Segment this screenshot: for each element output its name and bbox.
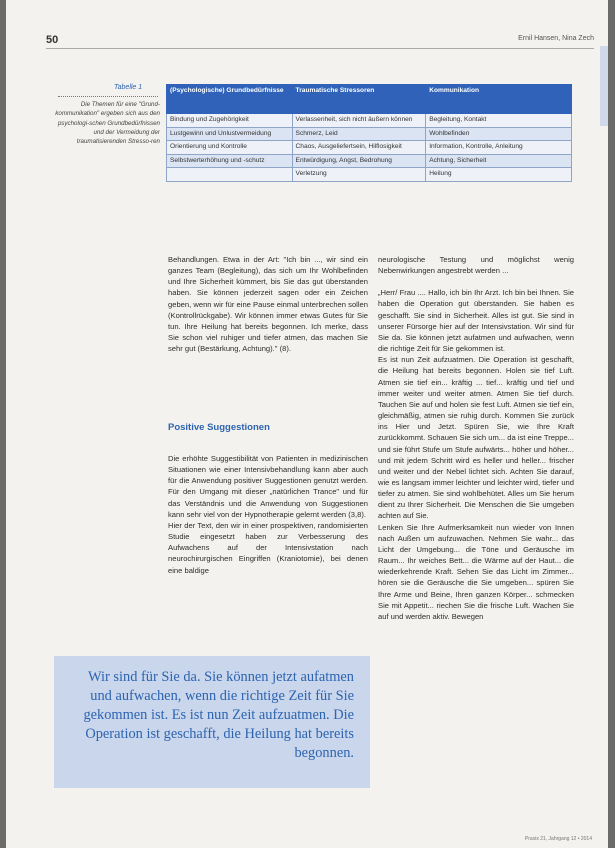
table-cell: Orientierung und Kontrolle xyxy=(167,141,293,155)
left-column-top xyxy=(168,254,368,354)
table-header-cell: (Psychologische) Grundbedürfnisse xyxy=(167,85,293,114)
table-row xyxy=(167,127,572,141)
table-cell: Selbstwerterhöhung und -schutz xyxy=(167,154,293,168)
body-paragraph: „Herr/ Frau .... Hallo, ich bin Ihr Arzt. Ich bin bei Ihnen. Sie haben die Operation gut überstanden. Sie haben es geschafft. Sie sind in Sicherheit. Alles ist gut. Sie sind in unserer Fürsorge hier auf der Intensivstation. Wir sind für Sie da. Sie können jetzt aufatmen und aufwachen, wenn die richtige Zeit für Sie gekommen ist. xyxy=(378,288,574,354)
page-footer: Praxis 21, Jahrgang 12 • 2014 xyxy=(524,836,592,842)
table-row xyxy=(167,168,572,182)
table-cell: Bindung und Zugehörigkeit xyxy=(167,114,293,128)
table-cell: Verlassenheit, sich nicht äußern können xyxy=(292,114,426,128)
table-cell: Verletzung xyxy=(292,168,426,182)
body-paragraph: Die erhöhte Suggestibilität von Patienten in medizinischen Situationen wie einer Intensivbehandlung kann aber auch für die Anwendung positiver Suggestionen genutzt werden. Für den Umgang mit dieser „natürlichen Trance" und für das Verständnis und die Anwendung von Suggestionen kann sehr viel von der Hypnotherapie gelernt werden (3,8). xyxy=(168,454,368,519)
body-paragraph: neurologische Testung und möglichst wenig Nebenwirkungen angestrebt werden ... xyxy=(378,255,574,276)
table-cell: Entwürdigung, Angst, Bedrohung xyxy=(292,154,426,168)
table-row xyxy=(167,114,572,128)
table-cell: Lustgewinn und Unlustvermeidung xyxy=(167,127,293,141)
body-paragraph: Hier der Text, den wir in einer prospektiven, randomisierten Studie eingesetzt haben zur Verbesserung des Aufwachens auf der Intensivstation nach neurochirurgischen Eingriffen (Kraniotomie), bei denen eine baldige xyxy=(168,520,368,575)
document-page xyxy=(6,0,608,848)
table-caption-title: Tabelle 1 xyxy=(114,84,143,91)
body-paragraph: Lenken Sie Ihre Aufmerksamkeit nun wieder von Innen nach Außen um aufzuwachen. Nehmen Sie wahr... das Licht der Umgebung... die Töne und Geräusche im Raum... Ihr weiches Bett... die Wärme auf der Haut... die wiederkehrende Kraft. Sehen Sie das Licht im Zimmer... hören sie die Geräusche die Sie umgeben... spüren Sie Ihre Arme und Beine, Ihren ganzen Körper... schmecken Sie mit Appetit... riechen Sie die frische Luft. Wachen Sie auf und werden aktiv. Bewegen xyxy=(378,522,574,621)
table-cell: Achtung, Sicherheit xyxy=(426,154,572,168)
margin-accent-bar xyxy=(600,46,608,126)
table-cell: Schmerz, Leid xyxy=(292,127,426,141)
right-column xyxy=(378,254,574,622)
table-cell xyxy=(167,168,293,182)
section-heading: Positive Suggestionen xyxy=(168,422,270,433)
table-cell: Begleitung, Kontakt xyxy=(426,114,572,128)
table-cell: Heilung xyxy=(426,168,572,182)
left-column-bottom xyxy=(168,453,368,576)
body-paragraph: Behandlungen. Etwa in der Art: "Ich bin ..., wir sind ein ganzes Team (Begleitung), das sich um Ihr Wohlbefinden und Ihre Sicherheit kümmert, bis Sie das gut überstanden haben. Sie können jederzeit sagen oder ein Zeichen geben, wenn wir für eine Pause einmal unterbrechen sollen (Kontrollrückgabe). Wir können immer etwas Gutes für Sie tun. Ihre Heilung hat bereits begonnen. Ich merke, dass Sie schon viel ruhiger und tiefer atmen, das machen Sie sehr gut (Bestärkung, Achtung)." (8). xyxy=(168,255,368,354)
table-cell: Wohlbefinden xyxy=(426,127,572,141)
running-header-authors: Ernil Hansen, Nina Zech xyxy=(518,35,594,42)
body-paragraph: Es ist nun Zeit aufzuatmen. Die Operation ist geschafft, die Heilung hat bereits begonnen. Holen sie tief Luft. Atmen sie tief ein... kräftig ... tief... kräftig und tief und immer weiter und weiter atmen. Atmen Sie tief durch. Tauchen Sie auf und holen sie fest Luft. Atmen sie tief ein, gleichmäßig, atmen sie ruhig durch. Kommen Sie zurück ins Hier und Jetzt. Spüren Sie, wie Ihre Kraft zurückkommt. Schauen Sie sich um... da ist eine Treppe... und sie führt Stufe um Stufe aufwärts... höher und höher... und mit jedem Schritt wird es heller und heller... frischer und weiter und der Nebel lichtet sich. Achten Sie darauf, wie es langsam immer leichter und leichter wird, tiefer und tiefer zu atmen. Sie sind wohlbehütet. Alles um Sie herum dient zu Ihrer Sicherheit. Die Menschen die Sie umgeben achten auf Sie. xyxy=(378,355,574,521)
page-number: 50 xyxy=(46,34,59,46)
caption-divider xyxy=(58,96,158,97)
pull-quote-text: Wir sind für Sie da. Sie können jetzt aufatmen und aufwachen, wenn die richtige Zeit für Sie gekommen ist. Es ist nun Zeit aufzuatmen. Die Operation ist geschafft, die Heilung hat bereits begonnen. xyxy=(83,669,354,761)
table-header-cell: Kommunikation xyxy=(426,85,572,114)
table-row xyxy=(167,141,572,155)
table-cell: Information, Kontrolle, Anleitung xyxy=(426,141,572,155)
table-cell: Chaos, Ausgeliefertsein, Hilflosigkeit xyxy=(292,141,426,155)
table-header-row xyxy=(167,85,572,114)
table-caption-text: Die Themen für eine "Grund-kommunikation" ergeben sich aus den psychologi-schen Grundbedürfnissen und der Vermeidung der traumatisierenden Stresso-ren xyxy=(55,101,160,146)
table-row xyxy=(167,154,572,168)
needs-stressors-table xyxy=(166,84,572,182)
table-header-cell: Traumatische Stressoren xyxy=(292,85,426,114)
header-rule xyxy=(46,48,594,49)
